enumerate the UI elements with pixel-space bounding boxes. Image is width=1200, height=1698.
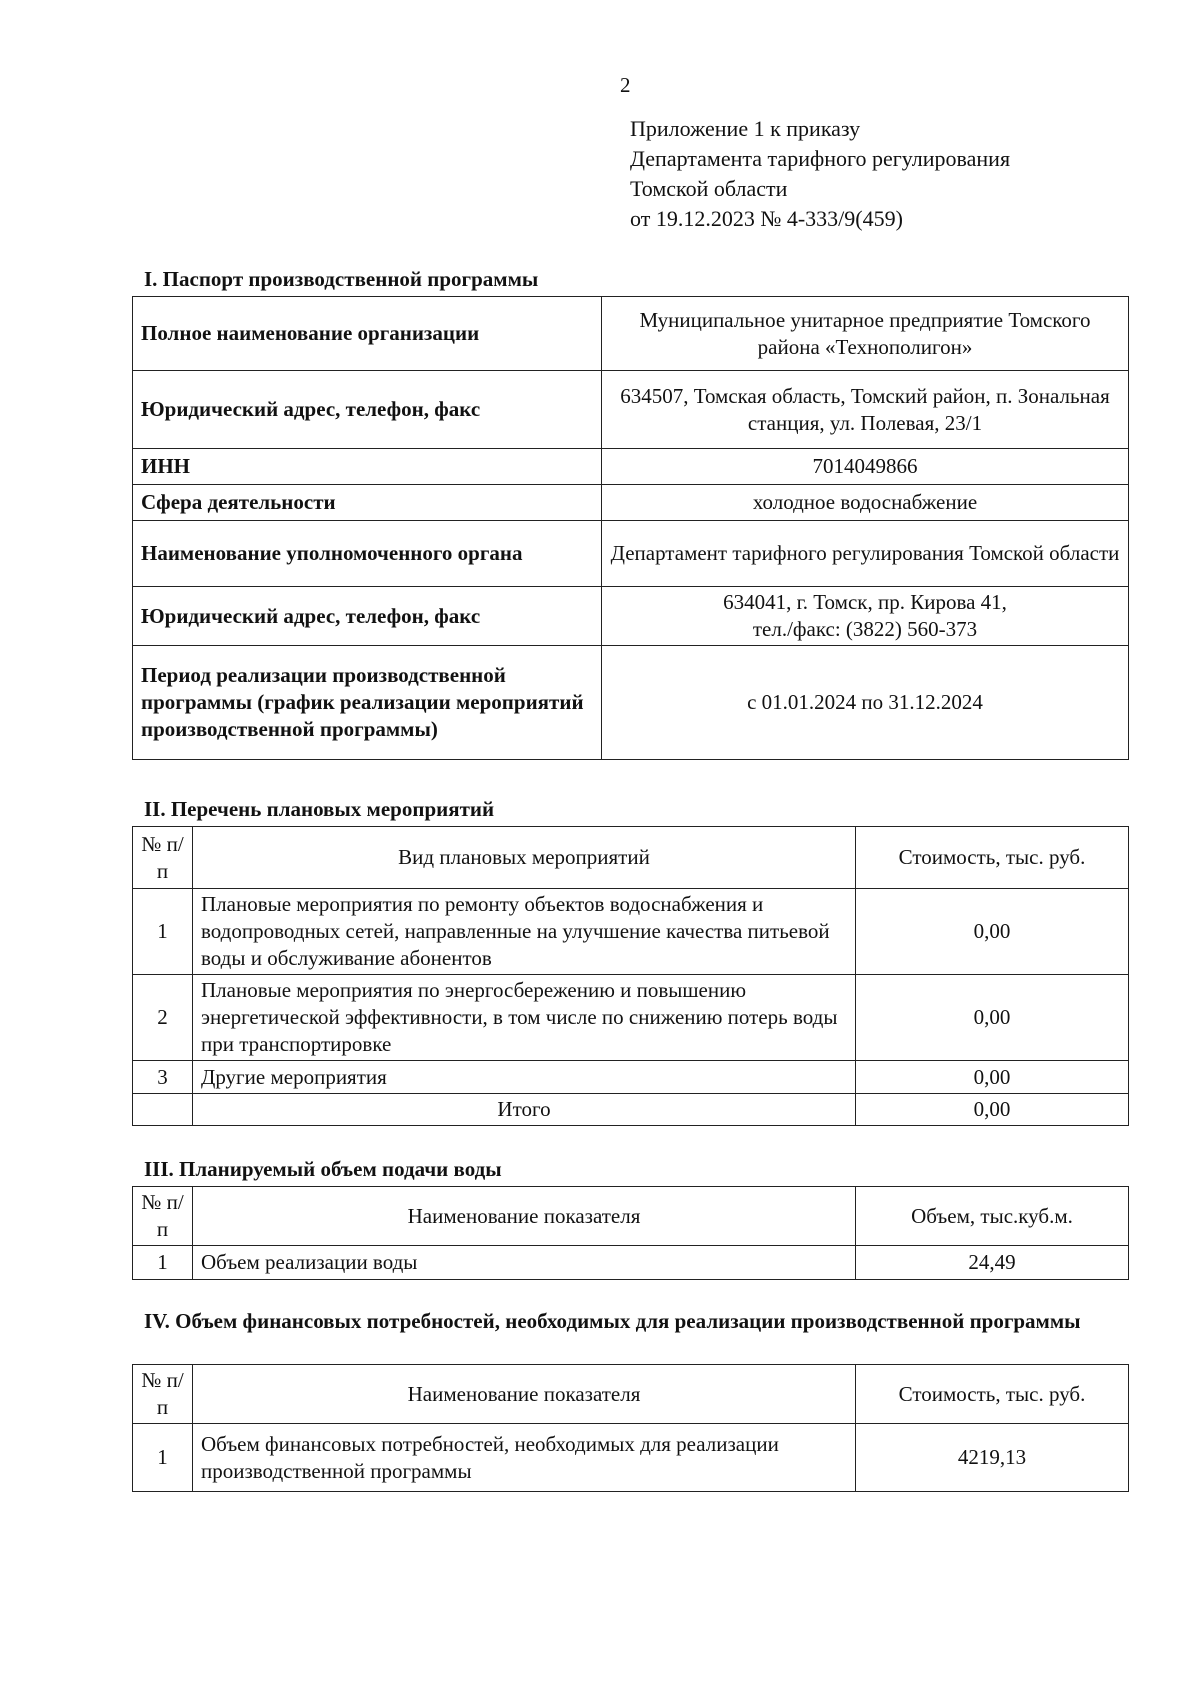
table-row: [133, 485, 1129, 521]
row-cost: 0,00: [856, 889, 1129, 975]
column-header-num: № п/п: [133, 1187, 193, 1246]
row-name: Плановые мероприятия по ремонту объектов водоснабжения и водопроводных сетей, направленные на улучшение качества питьевой воды и обслуживание абонентов: [193, 889, 856, 975]
section-2-title: II. Перечень плановых мероприятий: [144, 797, 495, 821]
planned-measures-table: [132, 826, 1129, 1126]
passport-value: [602, 587, 1129, 646]
appendix-line-1: Приложение 1 к приказу: [630, 116, 861, 141]
row-name: Объем реализации воды: [193, 1246, 856, 1280]
passport-value: холодное водоснабжение: [602, 485, 1129, 521]
passport-value: Департамент тарифного регулирования Томской области: [602, 521, 1129, 587]
total-row: [133, 1094, 1129, 1126]
column-header-name: Вид плановых мероприятий: [193, 827, 856, 889]
section-4-title: IV. Объем финансовых потребностей, необходимых для реализации производственной программы: [144, 1309, 1081, 1333]
row-num-empty: [133, 1094, 193, 1126]
column-header-cost: Стоимость, тыс. руб.: [856, 1365, 1129, 1424]
appendix-line-4: от 19.12.2023 № 4-333/9(459): [630, 206, 903, 231]
financial-needs-table: [132, 1364, 1129, 1492]
passport-label: Полное наименование организации: [133, 297, 602, 371]
column-header-cost: Стоимость, тыс. руб.: [856, 827, 1129, 889]
row-cost: 0,00: [856, 975, 1129, 1061]
table-row: [133, 587, 1129, 646]
total-label: Итого: [193, 1094, 856, 1126]
passport-table: [132, 296, 1129, 760]
passport-value-line: 634041, г. Томск, пр. Кирова 41,: [723, 590, 1007, 614]
passport-label: Юридический адрес, телефон, факс: [133, 587, 602, 646]
section-1-title: I. Паспорт производственной программы: [144, 267, 539, 291]
table-header-row: [133, 1187, 1129, 1246]
table-row: [133, 1246, 1129, 1280]
table-header-row: [133, 1365, 1129, 1424]
water-supply-table: [132, 1186, 1129, 1280]
column-header-name: Наименование показателя: [193, 1187, 856, 1246]
section-3-title: III. Планируемый объем подачи воды: [144, 1157, 502, 1181]
table-row: [133, 297, 1129, 371]
row-num: 1: [133, 1246, 193, 1280]
row-num: 3: [133, 1061, 193, 1094]
row-name: Другие мероприятия: [193, 1061, 856, 1094]
table-row: [133, 371, 1129, 449]
column-header-num: № п/п: [133, 827, 193, 889]
passport-value: 7014049866: [602, 449, 1129, 485]
table-row: [133, 449, 1129, 485]
row-num: 2: [133, 975, 193, 1061]
passport-label: Наименование уполномоченного органа: [133, 521, 602, 587]
appendix-line-3: Томской области: [630, 176, 788, 201]
appendix-line-2: Департамента тарифного регулирования: [630, 146, 1011, 171]
passport-label: ИНН: [133, 449, 602, 485]
page-number: 2: [620, 73, 631, 97]
total-cost: 0,00: [856, 1094, 1129, 1126]
row-num: 1: [133, 889, 193, 975]
passport-value: 634507, Томская область, Томский район, п. Зональная станция, ул. Полевая, 23/1: [602, 371, 1129, 449]
passport-value: с 01.01.2024 по 31.12.2024: [602, 646, 1129, 760]
column-header-name: Наименование показателя: [193, 1365, 856, 1424]
row-name: Плановые мероприятия по энергосбережению и повышению энергетической эффективности, в том числе по снижению потерь воды при транспортировке: [193, 975, 856, 1061]
table-header-row: [133, 827, 1129, 889]
table-row: [133, 889, 1129, 975]
table-row: [133, 1061, 1129, 1094]
passport-label: Сфера деятельности: [133, 485, 602, 521]
column-header-value: Объем, тыс.куб.м.: [856, 1187, 1129, 1246]
passport-label: Период реализации производственной программы (график реализации мероприятий производственной программы): [133, 646, 602, 760]
passport-value-line: тел./факс: (3822) 560-373: [752, 617, 978, 641]
passport-label: Юридический адрес, телефон, факс: [133, 371, 602, 449]
table-row: [133, 975, 1129, 1061]
row-cost: 0,00: [856, 1061, 1129, 1094]
row-num: 1: [133, 1424, 193, 1492]
table-row: [133, 646, 1129, 760]
table-row: [133, 1424, 1129, 1492]
table-row: [133, 521, 1129, 587]
appendix-header: [630, 114, 1010, 234]
passport-value: Муниципальное унитарное предприятие Томского района «Технополигон»: [602, 297, 1129, 371]
row-name: Объем финансовых потребностей, необходимых для реализации производственной программы: [193, 1424, 856, 1492]
row-value: 24,49: [856, 1246, 1129, 1280]
column-header-num: № п/п: [133, 1365, 193, 1424]
row-cost: 4219,13: [856, 1424, 1129, 1492]
